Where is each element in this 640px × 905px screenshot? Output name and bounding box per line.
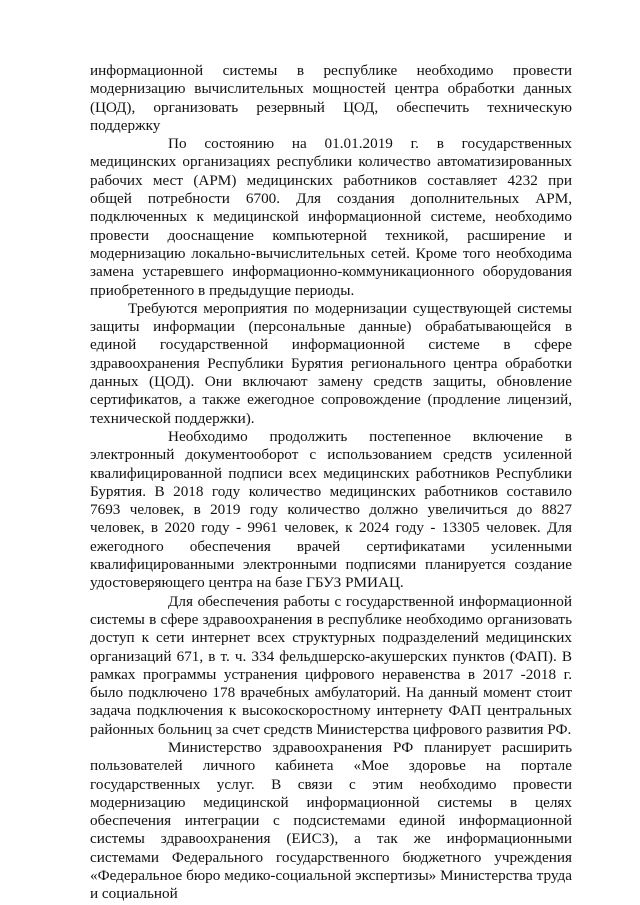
paragraph-electronic-signature: Необходимо продолжить постепенное включение в электронный документооборот с использованием средств усиленной квалифицированной подписи всех медицинских работников Республики Бурятия. В 2018 году количество медицинских работников составило 7693 человек, в 2019 году количество должно увеличиться до 8827 человек, в 2020 году - 9961 человек, к 2024 году - 13305 человек. Для ежегодного обеспечения врачей сертификатами усиленными квалифицированными электронными подписями планируется создание удостоверяющего центра на базе ГБУЗ РМИАЦ. — [90, 427, 572, 592]
paragraph-cod-modernization: информационной системы в республике необходимо провести модернизацию вычислительных мощностей центра обработки данных (ЦОД), организовать резервный ЦОД, обеспечить техническую поддержку — [90, 62, 572, 134]
paragraph-internet-access: Для обеспечения работы с государственной информационной системы в сфере здравоохранения в республике необходимо организовать доступ к сети интернет всех структурных подразделений медицинских организаций 671, в т. ч. 334 фельдшерско-акушерских пунктов (ФАП). В рамках программы устранения цифрового неравенства в 2017 -2018 г. было подключено 178 врачебных амбулаторий. На данный момент стоит задача подключения к высокоскоростному интернету ФАП центральных районных больниц за счет средств Министерства цифрового развития РФ. — [90, 592, 572, 738]
paragraph-arm-workstations: По состоянию на 01.01.2019 г. в государственных медицинских организациях республики количество автоматизированных рабочих мест (АРМ) медицинских работников составляет 4232 при общей потребности 6700. Для создания дополнительных АРМ, подключенных к медицинской информационной системе, необходимо провести дооснащение компьютерной техникой, расширение и модернизацию локально-вычислительных сетей. Кроме того необходима замена устаревшего информационно-коммуникационного оборудования приобретенного в предыдущие периоды. — [90, 135, 572, 299]
document-body — [90, 62, 572, 904]
paragraph-information-security: Требуются мероприятия по модернизации существующей системы защиты информации (персональные данные) обрабатывающейся в единой государственной информационной системе в сфере здравоохранения Республики Бурятия регионального центра обработки данных (ЦОД). Они включают замену средств защиты, обновление сертификатов, а также ежегодное сопровождение (продление лицензий, технической поддержки). — [90, 299, 572, 427]
paragraph-patient-portal: Министерство здравоохранения РФ планирует расширить пользователей личного кабинета «Мое здоровье на портале государственных услуг. В связи с этим необходимо провести модернизацию медицинской информационной системы в целях обеспечения интеграции с подсистемами единой информационной системы здравоохранения (ЕИСЗ), а так же информационными системами Федерального государственного бюджетного учреждения «Федеральное бюро медико-социальной экспертизы» Министерства труда и социальной — [90, 738, 572, 903]
